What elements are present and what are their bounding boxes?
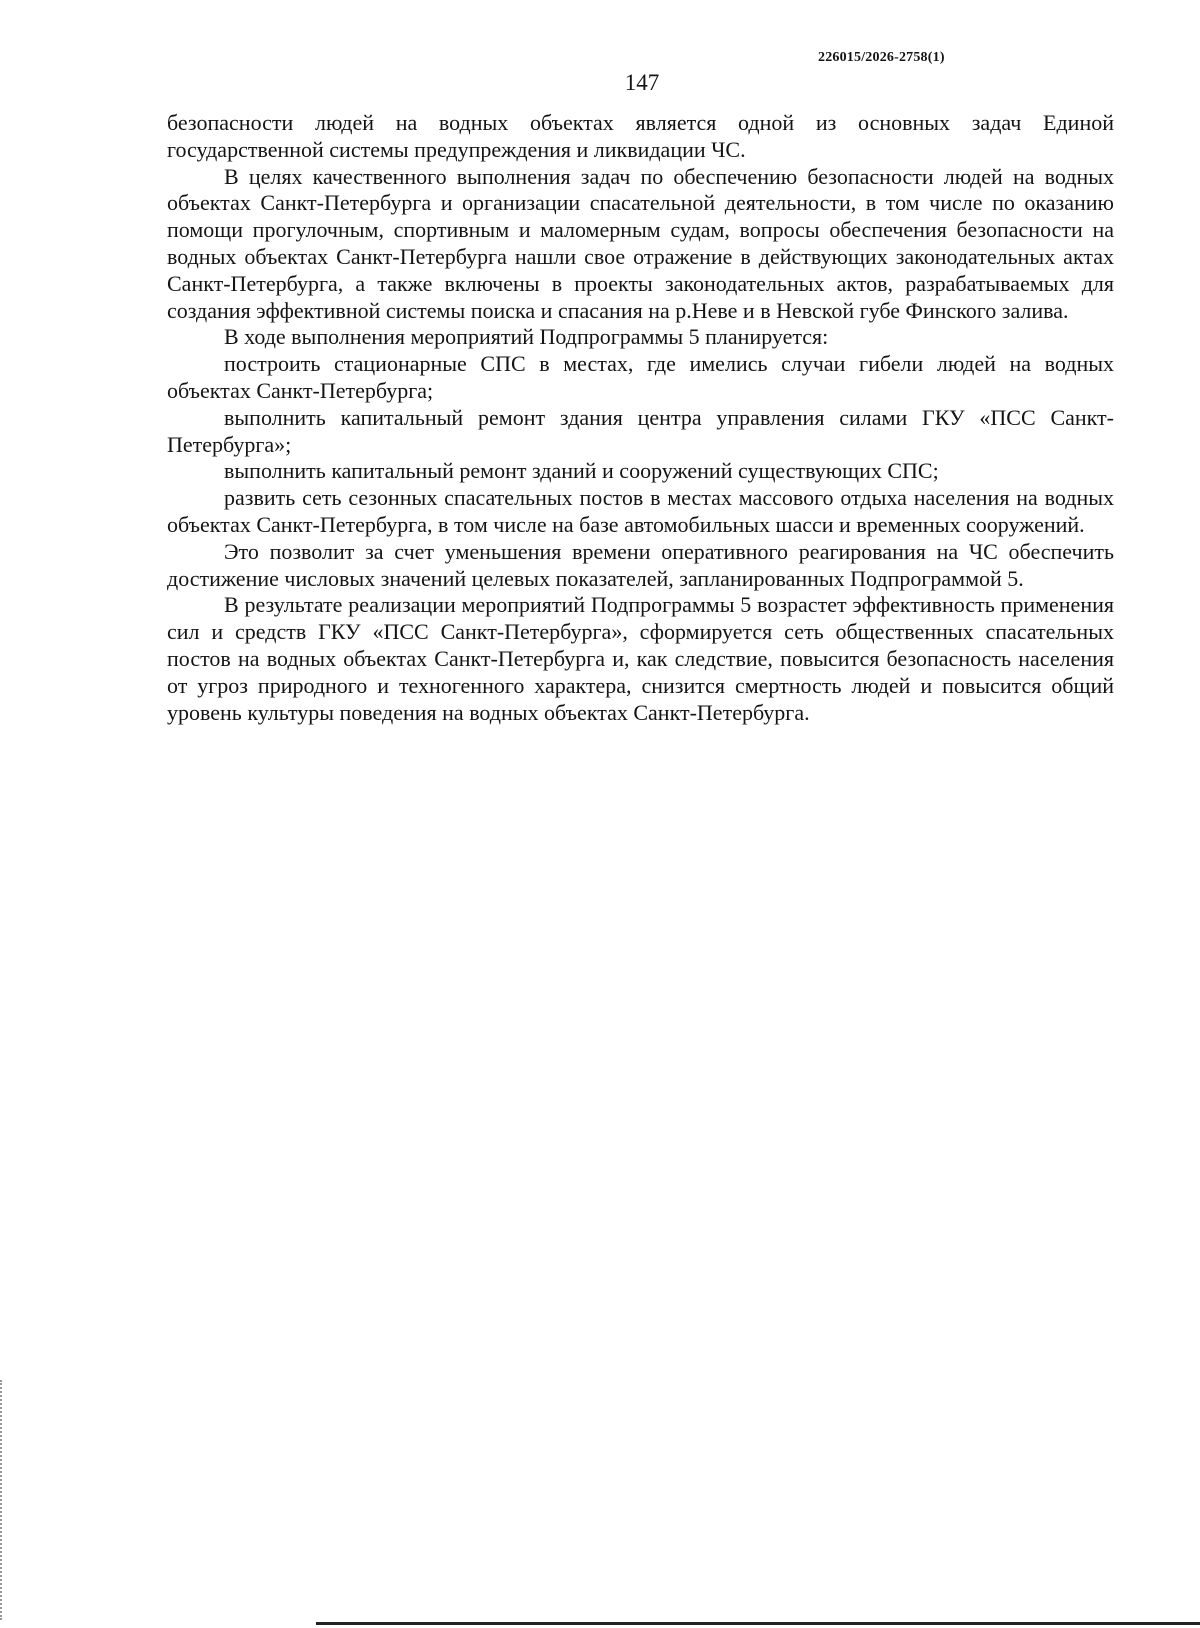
paragraph-response-time: Это позволит за счет уменьшения времени оперативного реагирования на ЧС обеспечить достижение числовых значений целевых показателей, запланированных Подпрограммой 5. (167, 538, 1114, 591)
paragraph-water-safety-goals: В целях качественного выполнения задач по обеспечению безопасности людей на водных объектах Санкт-Петербурга и организации спасательной деятельности, в том числе по оказанию помощи прогулочным, спортивным и маломерным судам, вопросы обеспечения безопасности на водных объектах Санкт-Петербурга нашли свое отражение в действующих законодательных актах Санкт-Петербурга, а также включены в проекты законодательных актов, разрабатываемых для создания эффективной системы поиска и спасания на р.Неве и в Невской губе Финского залива. (167, 163, 1114, 323)
list-item-repair-existing-stations: выполнить капитальный ремонт зданий и сооружений существующих СПС; (224, 458, 939, 484)
list-item-develop-seasonal-posts: развить сеть сезонных спасательных постов в местах массового отдыха населения на водных объектах Санкт-Петербурга, в том числе на базе автомобильных шасси и временных сооружений. (167, 485, 1114, 537)
page-number: 147 (624, 70, 660, 95)
list-item-build-stations: построить стационарные СПС в местах, где имелись случаи гибели людей на водных объектах Санкт-Петербурга; (167, 351, 1114, 403)
paragraph-planned-measures-intro: В ходе выполнения мероприятий Подпрограммы 5 планируется: (224, 324, 829, 350)
list-item-repair-control-center: выполнить капитальный ремонт здания центра управления силами ГКУ «ПСС Санкт-Петербурга»; (167, 404, 1114, 457)
document-body (167, 110, 1114, 726)
document-reference-number: 226015/2026-2758(1) (818, 50, 945, 65)
paragraph-continuation: безопасности людей на водных объектах является одной из основных задач Единой государственной системы предупреждения и ликвидации ЧС. (167, 110, 1114, 162)
paragraph-expected-results: В результате реализации мероприятий Подпрограммы 5 возрастет эффективность применения сил и средств ГКУ «ПСС Санкт-Петербурга», сформируется сеть общественных спасательных постов на водных объектах Санкт-Петербурга и, как следствие, повысится безопасность населения от угроз природного и техногенного характера, снизится смертность людей и повысится общий уровень культуры поведения на водных объектах Санкт-Петербурга. (167, 592, 1114, 725)
scan-edge-marks (0, 1380, 5, 1620)
scan-bottom-edge (316, 1622, 1200, 1625)
